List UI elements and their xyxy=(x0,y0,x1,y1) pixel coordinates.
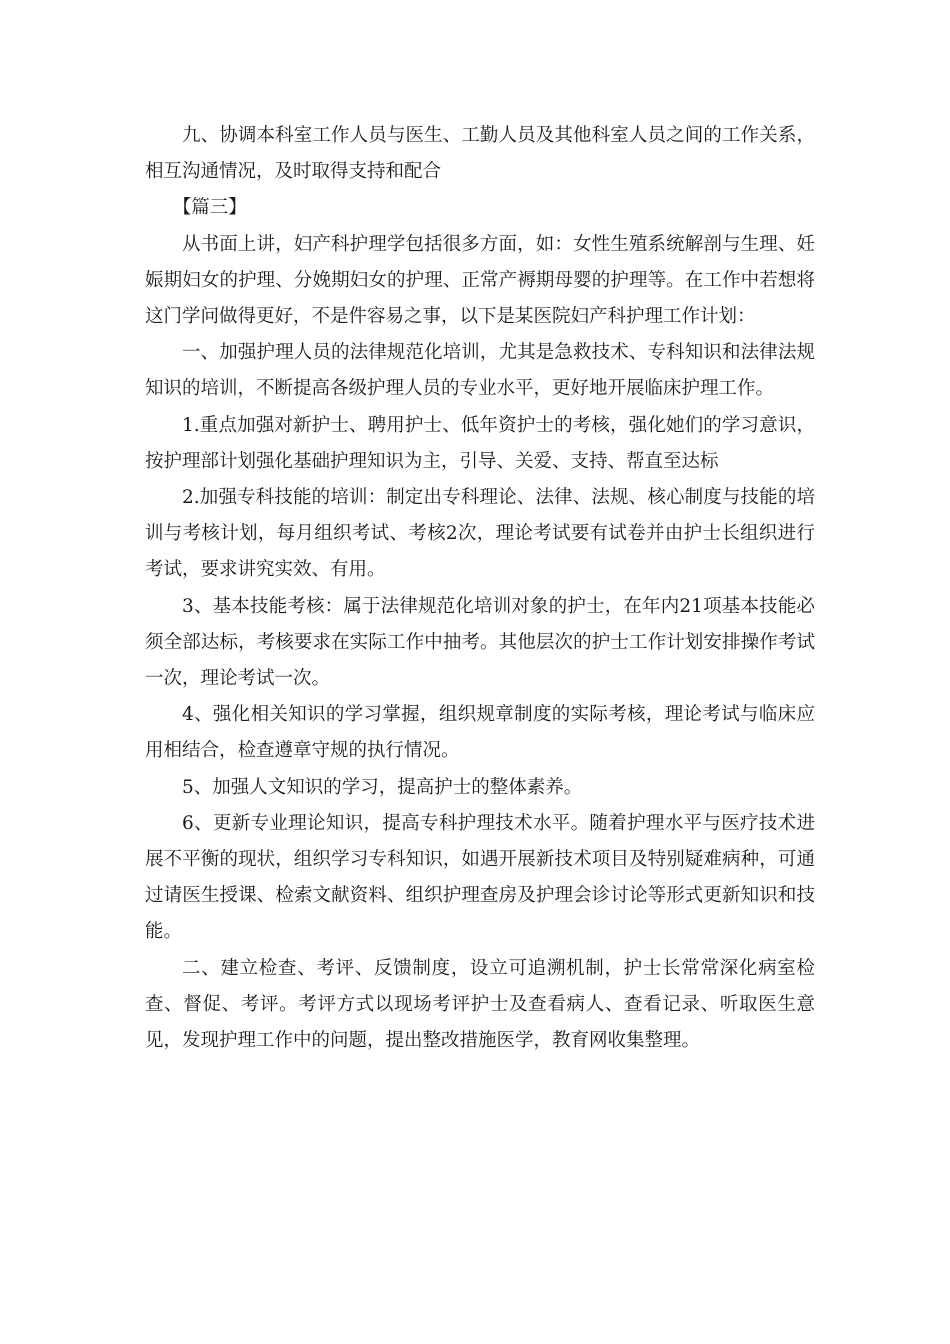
paragraph-intro: 从书面上讲，妇产科护理学包括很多方面，如：女性生殖系统解剖与生理、妊娠期妇女的护理、分娩期妇女的护理、正常产褥期母婴的护理等。在工作中若想将这门学问做得更好，不是件容易之事，以下是某医院妇产科护理工作计划： xyxy=(145,233,815,328)
document-body xyxy=(145,118,815,1059)
paragraph-one: 一、加强护理人员的法律规范化培训，尤其是急救技术、专科知识和法律法规知识的培训，不断提高各级护理人员的专业水平，更好地开展临床护理工作。 xyxy=(145,342,815,400)
paragraph-one-item-6: 6、更新专业理论知识，提高专科护理技术水平。随着护理水平与医疗技术进展不平衡的现状，组织学习专科知识，如遇开展新技术项目及特别疑难病种，可通过请医生授课、检索文献资料、组织护理查房及护理会诊讨论等形式更新知识和技能。 xyxy=(145,812,815,943)
paragraph-one-item-4: 4、强化相关知识的学习掌握，组织规章制度的实际考核，理论考试与临床应用相结合，检查遵章守规的执行情况。 xyxy=(145,704,815,762)
paragraph-nine: 九、协调本科室工作人员与医生、工勤人员及其他科室人员之间的工作关系，相互沟通情况，及时取得支持和配合 xyxy=(145,125,815,183)
section-heading: 【篇三】 xyxy=(172,197,247,219)
paragraph-one-item-5: 5、加强人文知识的学习，提高护士的整体素养。 xyxy=(182,776,583,798)
paragraph-one-item-3: 3、基本技能考核：属于法律规范化培训对象的护士，在年内21项基本技能必须全部达标，考核要求在实际工作中抽考。其他层次的护士工作计划安排操作考试一次，理论考试一次。 xyxy=(145,595,815,690)
paragraph-two: 二、建立检查、考评、反馈制度，设立可追溯机制，护士长常常深化病室检查、督促、考评。考评方式以现场考评护士及查看病人、查看记录、听取医生意见，发现护理工作中的问题，提出整改措施医学，教育网收集整理。 xyxy=(145,957,815,1052)
paragraph-one-item-2: 2.加强专科技能的培训：制定出专科理论、法律、法规、核心制度与技能的培训与考核计划，每月组织考试、考核2次，理论考试要有试卷并由护士长组织进行考试，要求讲究实效、有用。 xyxy=(145,487,815,581)
paragraph-one-item-1: 1.重点加强对新护士、聘用护士、低年资护士的考核，强化她们的学习意识，按护理部计划强化基础护理知识为主，引导、关爱、支持、帮直至达标 xyxy=(145,414,815,472)
